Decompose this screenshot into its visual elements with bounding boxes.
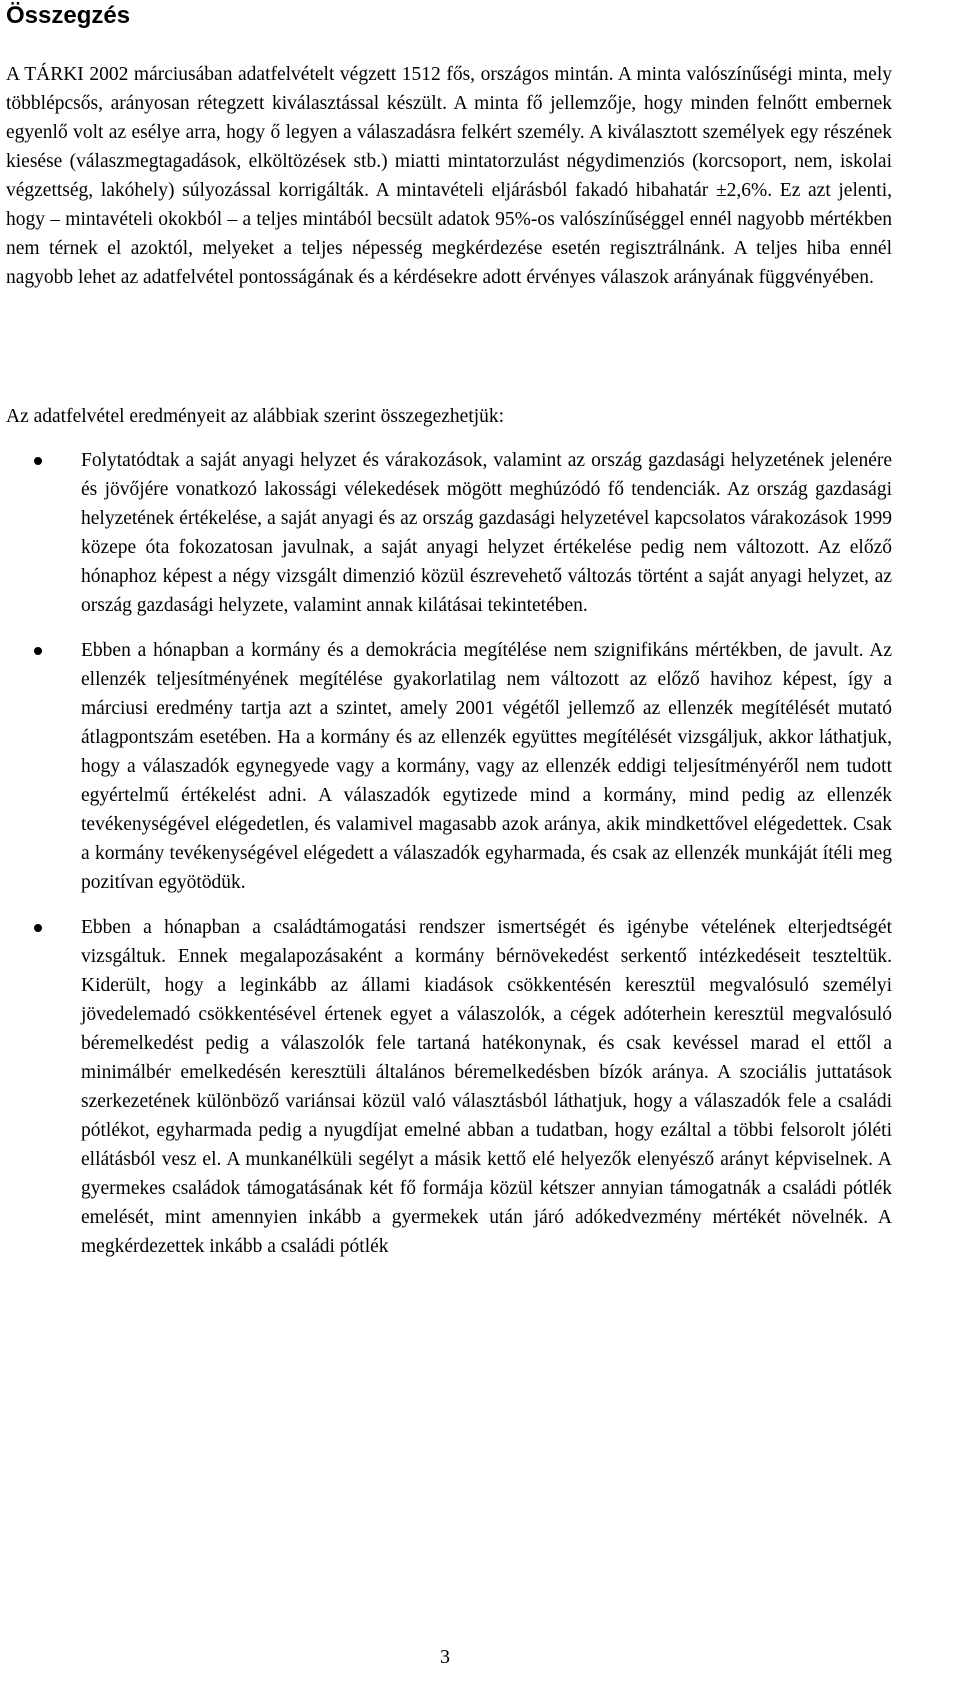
list-item: [0, 446, 892, 620]
section-heading: Összegzés: [6, 2, 131, 29]
bullet-text: Folytatódtak a saját anyagi helyzet és várakozások, valamint az ország gazdasági helyzetének jelenére és jövőjére vonatkozó lakossági vélekedések mögött meghúzódó fő tendenciák. Az ország gazdasági helyzetének értékelése, a saját anyagi és az ország gazdasági helyzetével kapcsolatos várakozások 1999 közepe óta fokozatosan javulnak, a saját anyagi helyzet értékelése pedig nem változott. Az előző hónaphoz képest a négy vizsgált dimenzió közül észrevehető változás történt a saját anyagi helyzet, az ország gazdasági helyzete, valamint annak kilátásai tekintetében.: [81, 450, 892, 616]
intro-paragraph: A TÁRKI 2002 márciusában adatfelvételt végzett 1512 fős, országos mintán. A minta valószínűségi minta, mely többlépcsős, arányosan rétegzett kiválasztással készült. A minta fő jellemzője, hogy minden felnőtt embernek egyenlő volt az esélye arra, hogy ő legyen a válaszadásra felkért személy. A kiválasztott személyek egy részének kiesése (válaszmegtagadások, elköltözések stb.) miatti mintatorzulást négydimenziós (korcsoport, nem, iskolai végzettség, lakóhely) súlyozással korrigálták. A mintavételi eljárásból fakadó hibahatár ±2,6%. Ez azt jelenti, hogy – mintavételi okokból – a teljes mintából becsült adatok 95%-os valószínűséggel ennél nagyobb mértékben nem térnek el azoktól, melyeket a teljes népesség megkérdezése esetén regisztrálnánk. A teljes hiba ennél nagyobb lehet az adatfelvétel pontosságának és a kérdésekre adott érvényes válaszok arányának függvényében.: [6, 64, 892, 288]
list-item: [0, 636, 892, 897]
bullet-icon: [34, 457, 42, 465]
results-bullet-list: [0, 446, 960, 1277]
page-number: 3: [440, 1646, 450, 1668]
results-lead-in: Az adatfelvétel eredményeit az alábbiak szerint összegezhetjük:: [6, 406, 505, 427]
bullet-icon: [34, 924, 42, 932]
bullet-icon: [34, 647, 42, 655]
bullet-text: Ebben a hónapban a kormány és a demokrácia megítélése nem szignifikáns mértékben, de javult. Az ellenzék teljesítményének megítélése gyakorlatilag nem változott az előző havihoz képest, így a márciusi eredmény tartja azt a szintet, amely 2001 végétől jellemző az ellenzék megítélését mutató átlagpontszám esetében. Ha a kormány és az ellenzék együttes megítélését vizsgáljuk, akkor láthatjuk, hogy a válaszadók egynegyede vagy a kormány, vagy az ellenzék eddigi teljesítményéről nem tudott egyértelmű értékelést adni. A válaszadók egytizede mind a kormány, mind pedig az ellenzék tevékenységével elégedetlen, és valamivel magasabb azok aránya, akik mindkettővel elégedettek. Csak a kormány tevékenységével elégedett a válaszadók egyharmada, és csak az ellenzék munkáját ítéli meg pozitívan egyötödük.: [81, 640, 892, 893]
bullet-text: Ebben a hónapban a családtámogatási rendszer ismertségét és igénybe vételének elterjedtségét vizsgáltuk. Ennek megalapozásaként a kormány bérnövekedést serkentő intézkedéseit teszteltük. Kiderült, hogy a leginkább az állami kiadások csökkentésén keresztül megvalósuló személyi jövedelemadó csökkentésével értenek egyet a válaszolók, a cégek adóterhein keresztül megvalósuló béremelkedést pedig a válaszolók fele tartaná hatékonynak, és csak kevéssel marad el ettől a minimálbér emelkedésén keresztüli általános béremelkedésben bízók aránya. A szociális juttatások szerkezetének különböző variánsai közül való választásból láthatjuk, hogy a válaszadók fele a családi pótlékot, egyharmada pedig a nyugdíjat emelné abban a tudatban, hogy ezáltal a többi felsorolt jóléti ellátásból vesz el. A munkanélküli segélyt a másik kettő elé helyezők elenyésző arányt képviselnek. A gyermekes családok támogatásának két fő formája közül kétszer annyian támogatnák a családi pótlék emelését, mint amennyien inkább a gyermekek után járó adókedvezmény mértékét növelnék. A megkérdezettek inkább a családi pótlék: [81, 917, 892, 1257]
list-item: [0, 913, 892, 1261]
